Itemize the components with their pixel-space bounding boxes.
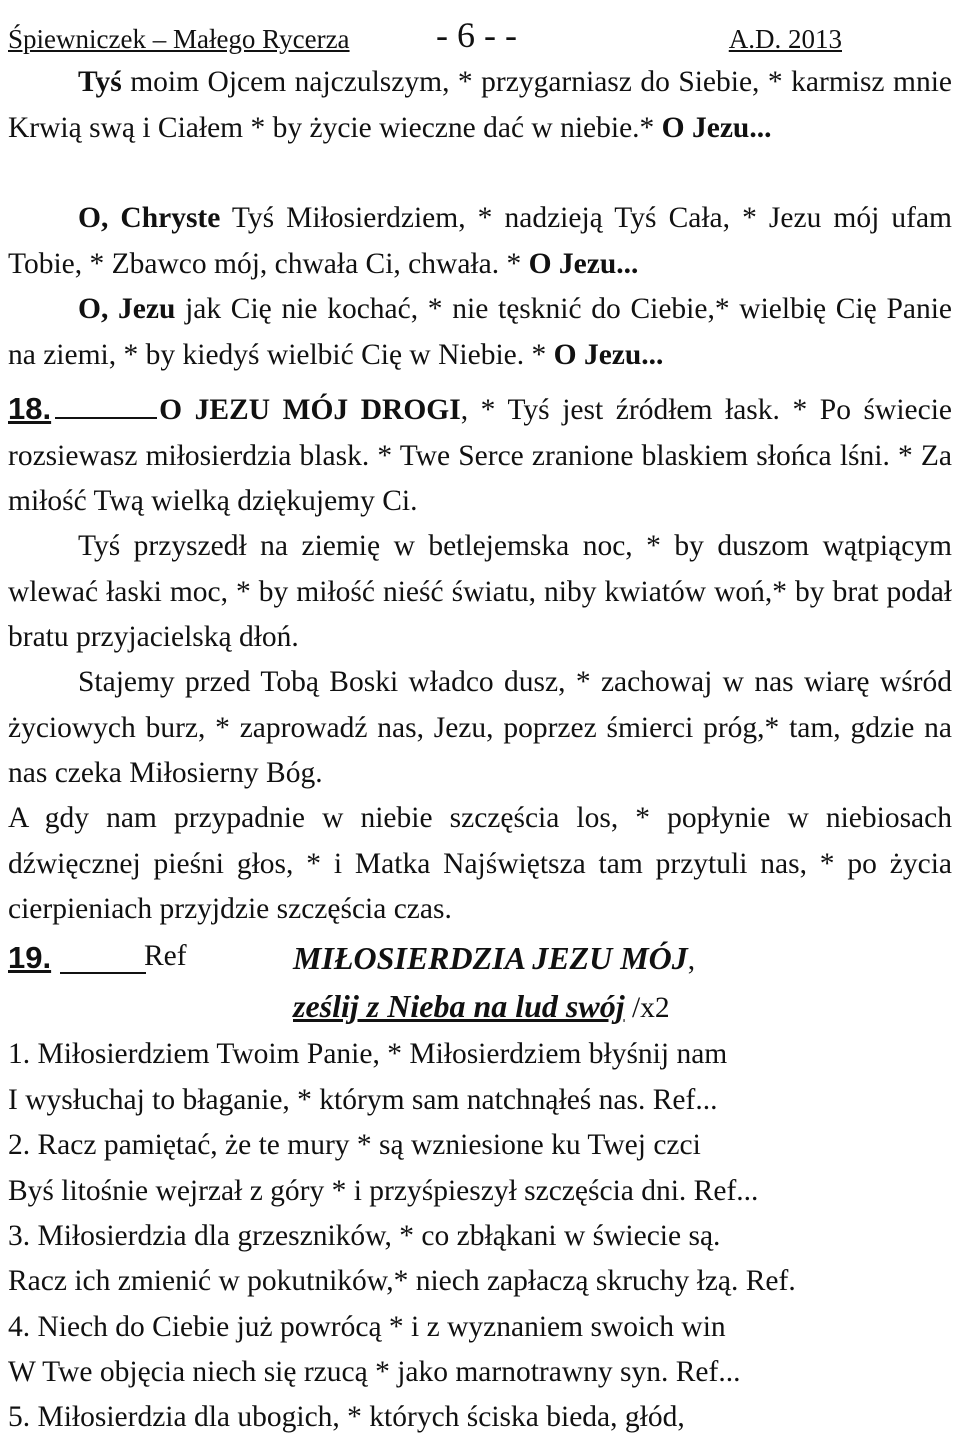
song19-heading [8, 940, 952, 984]
verse-line: W Twe objęcia niech się rzucą * jako marnotrawny syn. Ref... [8, 1356, 741, 1388]
stanza-text: Tyś Miłosierdziem, * nadzieją Tyś Cała, * Jezu mój ufam Tobie, * Zbawco mój, chwała Ci, chwała. * [8, 202, 952, 280]
stanza-lead: O, Jezu [78, 293, 176, 325]
verse-line: 2. Racz pamiętać, że te mury * są wzniesione ku Twej czci [8, 1129, 701, 1161]
verse-line: 1. Miłosierdziem Twoim Panie, * Miłosierdziem błyśnij nam [8, 1038, 728, 1070]
song-number: 19. [8, 940, 52, 975]
stanza-lead: O, Chryste [78, 202, 221, 234]
song18-stanza-2 [8, 524, 952, 661]
song18-stanza-1 [8, 386, 952, 525]
verse-line: Byś litośnie wejrzał z góry * i przyśpieszył szczęścia dni. Ref... [8, 1175, 759, 1207]
song18-stanza-4 [8, 796, 952, 933]
book-title: Śpiewniczek – Małego Rycerza [8, 24, 350, 54]
stanza-text: Stajemy przed Tobą Boski władco dusz, * zachowaj w nas wiarę wśród życiowych burz, * zaprowadź nas, Jezu, poprzez śmierci próg,* tam, gdzie na nas czeka Miłosierny Bóg. [8, 666, 952, 789]
stanza-text: A gdy nam przypadnie w niebie szczęścia los, * popłynie w niebiosach dźwięcznej pieśni głos, * i Matka Najświętsza tam przytuli nas, * po życia cierpieniach przyjdzie szczęścia czas. [8, 802, 952, 925]
stanza-text: moim Ojcem najczulszym, * przygarniasz do Siebie, * karmisz mnie Krwią swą i Ciałem * by życie wieczne dać w niebie.* [8, 66, 952, 144]
song-number: 18. [8, 391, 52, 426]
stanza-text: jak Cię nie kochać, * nie tęsknić do Ciebie,* wielbię Cię Panie na ziemi, * by kiedyś wielbić Cię w Niebie. * [8, 293, 953, 371]
song-title: O JEZU MÓJ DROGI [159, 394, 461, 426]
verse-line: 5. Miłosierdzia dla ubogich, * których ściska bieda, głód, [8, 1401, 685, 1433]
song19-refrain-2 [8, 988, 952, 1032]
page-number: - 6 - - [436, 15, 517, 55]
page-header [8, 15, 952, 58]
refrain-label: Ref [144, 940, 187, 972]
refrain-cue: O Jezu... [553, 338, 664, 371]
verse-line: 3. Miłosierdzia dla grzeszników, * co zbłąkani w świecie są. [8, 1220, 721, 1252]
year-label: A.D. 2013 [728, 24, 842, 54]
refrain-line-2: ześlij z Nieba na lud swój /x2 [293, 988, 670, 1024]
number-underline [60, 970, 146, 974]
verse-line: 4. Niech do Ciebie już powrócą * i z wyznaniem swoich win [8, 1311, 726, 1343]
refrain-line-1: MIŁOSIERDZIA JEZU MÓJ, [293, 940, 696, 976]
song17-stanza-1 [8, 60, 952, 151]
stanza-text: , * Tyś jest źródłem łask. * Po świecie rozsiewasz miłosierdzia blask. * Twe Serce zranione blaskiem słońca lśni. * Za miłość Twą wielką dziękujemy Ci. [8, 394, 952, 517]
stanza-lead: Tyś [78, 66, 122, 98]
verse-line: I wysłuchaj to błaganie, * którym sam natchnąłeś nas. Ref... [8, 1084, 718, 1116]
number-underline [55, 415, 157, 419]
refrain-cue: O Jezu... [661, 111, 772, 144]
song17-stanza-2 [8, 196, 952, 287]
song18-stanza-3 [8, 660, 952, 797]
refrain-cue: O Jezu... [528, 247, 639, 280]
verse-line: Racz ich zmienić w pokutników,* niech zapłaczą skruchy łzą. Ref. [8, 1265, 796, 1297]
song17-stanza-3 [8, 287, 952, 378]
stanza-text: Tyś przyszedł na ziemię w betlejemska noc, * by duszom wątpiącym wlewać łaski moc, * by miłość nieść światu, niby kwiatów woń,* by brat podał bratu przyjacielską dłoń. [8, 530, 952, 653]
